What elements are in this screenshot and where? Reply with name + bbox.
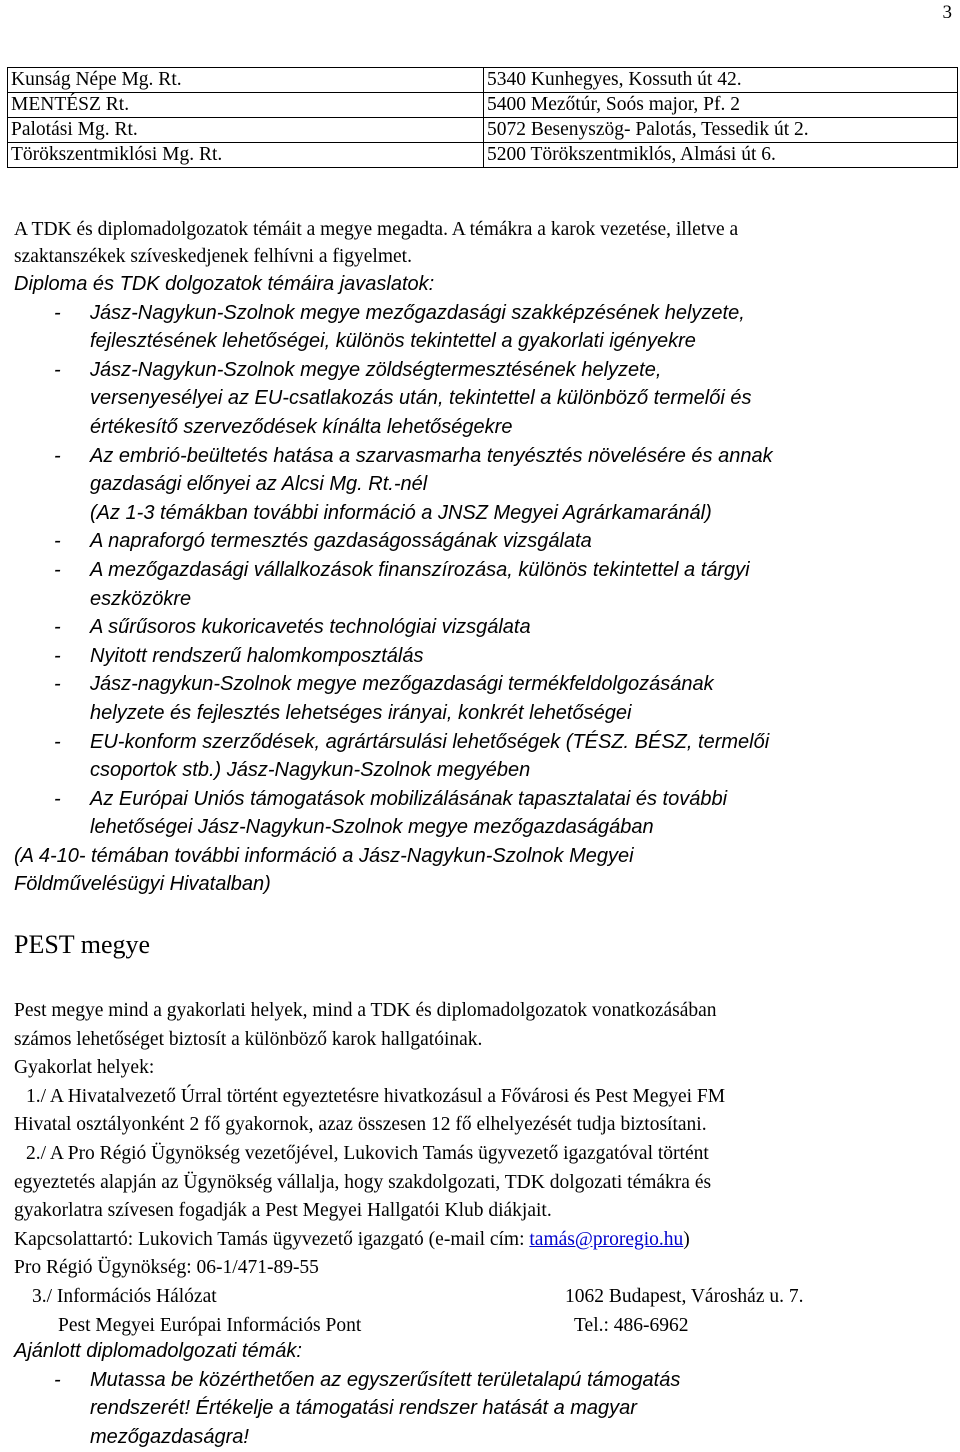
company-address: 5072 Besenyszög- Palotás, Tessedik út 2. [484, 118, 958, 143]
list-item-line: eszközökre [90, 587, 192, 610]
list-item [14, 299, 954, 356]
bullet-dash: - [54, 616, 61, 639]
list-item [14, 728, 954, 785]
topics-note: (A 4-10- témában további információ a Jász-Nagykun-Szolnok Megyei [14, 844, 634, 867]
intro-line: A TDK és diplomadolgozatok témáit a megye megadta. A témákra a karok vezetése, illetve a [14, 219, 739, 240]
list-item-text [76, 670, 954, 727]
list-item [14, 356, 954, 442]
company-name: Kunság Népe Mg. Rt. [8, 68, 484, 93]
list-item-line: Az Európai Uniós támogatások mobilizálásának tapasztalatai és további [90, 787, 728, 810]
list-item [14, 556, 954, 613]
list-item-line: rendszerét! Értékelje a támogatási rendszer hatását a magyar [90, 1397, 637, 1419]
pest-paragraph-line: számos lehetőséget biztosít a különböző karok hallgatóinak. [14, 1028, 483, 1050]
list-item-text [76, 785, 954, 842]
list-item-text [76, 642, 954, 671]
topics-note: Földművelésügyi Hivatalban) [14, 873, 271, 896]
pest-paragraph-line: Pest megye mind a gyakorlati helyek, mind a TDK és diplomadolgozatok vonatkozásában [14, 1000, 717, 1021]
email-link[interactable]: tamás@proregio.hu [529, 1228, 684, 1250]
bullet-dash: - [54, 301, 61, 324]
list-item-line: Jász-nagykun-Szolnok megye mezőgazdasági termékfeldolgozásának [90, 673, 714, 696]
list-item-line: Mutassa be közérthetően az egyszerűsített területalapú támogatás [90, 1368, 681, 1391]
info-network-name: 3./ Információs Hálózat [32, 1285, 217, 1307]
intro-paragraph [14, 216, 954, 270]
bullet-dash: - [54, 644, 61, 667]
list-item [14, 527, 954, 556]
list-item [14, 670, 954, 727]
practice-item: egyeztetés alapján az Ügynökség vállalja, hogy szakdolgozati, TDK dolgozati témákra és [14, 1171, 712, 1193]
list-item-text [76, 613, 954, 642]
contact-line [14, 1226, 954, 1255]
info-point-row [14, 1312, 954, 1341]
section-heading: PEST megye [14, 930, 151, 959]
list-item-line: csoportok stb.) Jász-Nagykun-Szolnok megyében [90, 759, 531, 782]
practice-item: Hivatal osztályonként 2 fő gyakornok, azaz összesen 12 fő elhelyezését tudja biztosítani. [14, 1114, 707, 1136]
company-name: MENTÉSZ Rt. [8, 93, 484, 118]
table-row [8, 68, 958, 93]
list-item [14, 642, 954, 671]
list-item-text [76, 556, 954, 613]
bullet-dash: - [54, 1368, 61, 1391]
bullet-dash: - [54, 530, 61, 553]
list-item-text [76, 728, 954, 785]
list-item-line: értékesítő szerveződések kínálta lehetőségekre [90, 415, 513, 438]
intro-line: szaktanszékek szíveskedjenek felhívni a figyelmet. [14, 246, 412, 267]
company-name: Palotási Mg. Rt. [8, 118, 484, 143]
list-item [14, 613, 954, 642]
list-item-line: fejlesztésének lehetőségei, különös tekintettel a gyakorlati igényekre [90, 330, 696, 353]
list-item-text [76, 1366, 954, 1452]
bullet-dash: - [54, 673, 61, 696]
list-item-line: Jász-Nagykun-Szolnok megye zöldségtermesztésének helyzete, [90, 358, 662, 381]
page-number: 3 [942, 2, 952, 23]
company-address: 5400 Mezőtúr, Soós major, Pf. 2 [484, 93, 958, 118]
list-item [14, 442, 954, 499]
list-item-line: lehetőségei Jász-Nagykun-Szolnok megye mezőgazdaságában [90, 816, 654, 839]
contacts-table [7, 67, 958, 168]
topics-heading: Diploma és TDK dolgozatok témáira javaslatok: [14, 273, 435, 295]
table-row [8, 143, 958, 168]
list-item-text [76, 299, 954, 356]
list-item-line: Nyitott rendszerű halomkomposztálás [90, 644, 424, 667]
bullet-dash: - [54, 358, 61, 381]
contact-text: Kapcsolattartó: Lukovich Tamás ügyvezető igazgató (e-mail cím: [14, 1228, 530, 1250]
table-row [8, 118, 958, 143]
agency-phone: Pro Régió Ügynökség: 06-1/471-89-55 [14, 1257, 319, 1279]
list-item-line: gazdasági előnyei az Alcsi Mg. Rt.-nél [90, 473, 428, 496]
recommended-heading: Ajánlott diplomadolgozati témák: [14, 1340, 302, 1362]
contact-text: ) [683, 1228, 690, 1250]
list-item-line: mezőgazdaságra! [90, 1425, 249, 1448]
bullet-dash: - [54, 730, 61, 753]
practice-item: gyakorlatra szívesen fogadják a Pest Megyei Hallgatói Klub diákjait. [14, 1200, 552, 1222]
bullet-dash: - [54, 444, 61, 467]
list-item-line: A napraforgó termesztés gazdaságosságának vizsgálata [90, 530, 592, 553]
list-item [14, 1366, 954, 1452]
info-point-tel: Tel.: 486-6962 [574, 1314, 689, 1336]
info-network-address: 1062 Budapest, Városház u. 7. [565, 1285, 804, 1307]
info-network-row [14, 1283, 954, 1312]
list-item-line: Az embrió-beültetés hatása a szarvasmarha tenyésztés növelésére és annak [90, 444, 773, 467]
bullet-dash: - [54, 787, 61, 810]
list-item-line: versenyesélyei az EU-csatlakozás után, tekintettel a különböző termelői és [90, 387, 752, 410]
table-row [8, 93, 958, 118]
list-item-line: EU-konform szerződések, agrártársulási lehetőségek (TÉSZ. BÉSZ, termelői [90, 730, 770, 753]
list-item-text [76, 356, 954, 442]
pest-section [14, 997, 954, 1340]
practice-label: Gyakorlat helyek: [14, 1057, 155, 1079]
list-item [14, 785, 954, 842]
info-point-name: Pest Megyei Európai Információs Pont [58, 1314, 362, 1336]
topics-section [14, 270, 954, 899]
company-address: 5340 Kunhegyes, Kossuth út 42. [484, 68, 958, 93]
list-item-text [76, 442, 954, 499]
list-item-line: Jász-Nagykun-Szolnok megye mezőgazdasági szakképzésének helyzete, [90, 301, 745, 324]
list-item-line: A sűrűsoros kukoricavetés technológiai vizsgálata [90, 616, 531, 639]
recommended-list [14, 1366, 954, 1452]
recommended-section [14, 1337, 954, 1451]
topics-note: (Az 1-3 témákban további információ a JNSZ Megyei Agrárkamaránál) [90, 501, 712, 524]
topics-list-a [14, 299, 954, 499]
practice-item: 1./ A Hivatalvezető Úrral történt egyeztetésre hivatkozásul a Fővárosi és Pest Megyei FM [26, 1085, 726, 1107]
list-item-text [76, 527, 954, 556]
company-name: Törökszentmiklósi Mg. Rt. [8, 143, 484, 168]
list-item-line: helyzete és fejlesztés lehetséges irányai, konkrét lehetőségei [90, 701, 632, 724]
topics-list-b [14, 527, 954, 842]
list-item-line: A mezőgazdasági vállalkozások finanszírozása, különös tekintettel a tárgyi [90, 558, 750, 581]
practice-item: 2./ A Pro Régió Ügynökség vezetőjével, Lukovich Tamás ügyvezető igazgatóval történt [26, 1142, 709, 1164]
company-address: 5200 Törökszentmiklós, Almási út 6. [484, 143, 958, 168]
bullet-dash: - [54, 558, 61, 581]
